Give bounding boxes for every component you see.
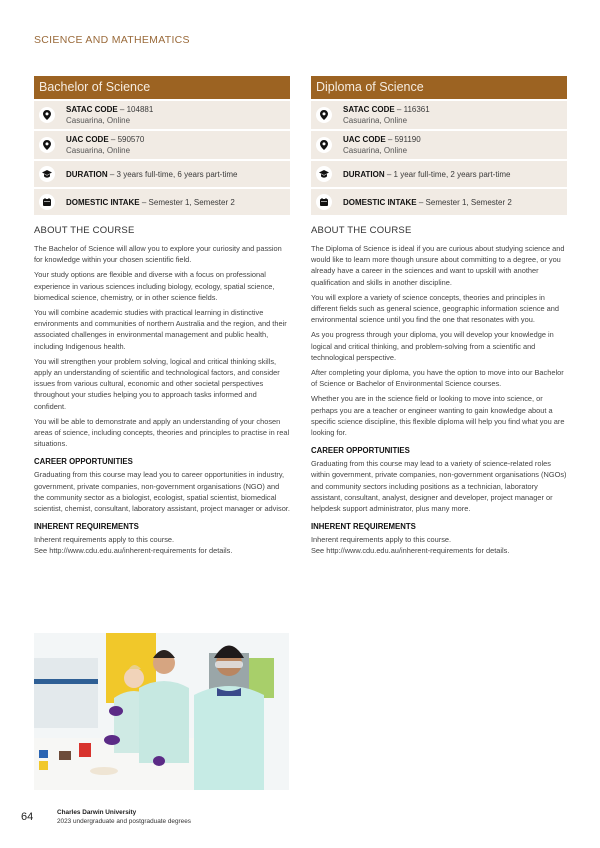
info-text: [343, 197, 512, 208]
info-value: – 3 years full-time, 6 years part-time: [107, 169, 238, 179]
info-value: – 591190: [385, 135, 421, 144]
graduation-cap-icon: [39, 166, 55, 182]
course-title: Diploma of Science: [311, 76, 567, 99]
info-label: UAC CODE: [343, 135, 386, 144]
info-campus: Casuarina, Online: [343, 146, 408, 155]
info-text: [66, 197, 235, 208]
about-paragraph: Whether you are in the science field or looking to move into science, or perhaps you are a teacher or engineer wanting to gain knowledge about a specific science discipline, this flexible diploma will help you find what you are looking for.: [311, 394, 565, 438]
info-label: SATAC CODE: [66, 105, 118, 114]
info-row-intake: [311, 189, 567, 215]
info-campus: Casuarina, Online: [343, 116, 408, 125]
requirements-heading: INHERENT REQUIREMENTS: [34, 522, 139, 532]
about-paragraph: Your study options are flexible and diverse with a focus on professional experience in various sciences including biology, ecology, spatial science, biomedical science, chemistry, or in other science fields.: [34, 270, 275, 302]
info-value: – Semester 1, Semester 2: [416, 197, 512, 207]
page-number: 64: [21, 811, 34, 823]
info-text: [66, 134, 144, 156]
course-column-diploma: [311, 76, 567, 561]
info-text: [343, 169, 510, 180]
section-title: SCIENCE AND MATHEMATICS: [34, 34, 190, 46]
calendar-icon: [316, 194, 332, 210]
about-paragraph: As you progress through your diploma, you will develop your knowledge in logical and critical thinking, and problem-solving from a scientific and technological perspective.: [311, 330, 554, 362]
info-value: – 104881: [117, 105, 154, 114]
info-text: [343, 104, 430, 126]
location-pin-icon: [316, 107, 332, 123]
info-label: DOMESTIC INTAKE: [343, 197, 417, 207]
requirements-heading: INHERENT REQUIREMENTS: [311, 522, 416, 532]
requirements-line: Inherent requirements apply to this course.: [311, 535, 452, 545]
course-column-bachelor: [34, 76, 290, 561]
requirements-line: Inherent requirements apply to this course.: [34, 535, 175, 545]
career-paragraph: Graduating from this course may lead to a variety of science-related roles within government, private companies, non-government organisations (NGOs) and community sectors including positions as a technician, laboratory assistant, consultant, analyst, designer and developer, project manager or helpdesk support administrator, plus many more.: [311, 459, 567, 514]
about-paragraph: You will combine academic studies with practical learning in distinctive environments and communities of northern Australia and the region, and their associated challenges in environmental management and public health, including Indigenous health.: [34, 308, 287, 351]
career-paragraph: Graduating from this course may lead you to career opportunities in industry, government, private companies, non-government organisations (NGO) and the community sector as a biologist, ecologist, spatial scientist, biomedical scientist, chemist, consultant, laboratory assistant, project manager or advisor.: [34, 470, 290, 514]
info-row-satac: [311, 101, 567, 129]
lab-students-photo: [34, 633, 289, 790]
about-heading: ABOUT THE COURSE: [311, 225, 412, 236]
info-label: DOMESTIC INTAKE: [66, 197, 140, 207]
info-campus: Casuarina, Online: [66, 116, 131, 125]
info-text: [66, 169, 237, 180]
calendar-icon: [39, 194, 55, 210]
info-row-duration: [311, 161, 567, 187]
info-row-uac: [311, 131, 567, 159]
about-paragraph: The Diploma of Science is ideal if you are curious about studying science and would like to learn more though unsure about committing to a degree, or you already have a career in the sciences and want to upskill with another qualification and skills in another discipline.: [311, 244, 565, 287]
footer-organization: Charles Darwin University: [57, 809, 137, 816]
info-value: – 116361: [394, 105, 430, 114]
info-label: UAC CODE: [66, 135, 109, 144]
info-row-uac: [34, 131, 290, 159]
career-heading: CAREER OPPORTUNITIES: [34, 457, 133, 467]
requirements-link[interactable]: See http://www.cdu.edu.au/inherent-requirements for details.: [311, 546, 510, 556]
info-row-satac: [34, 101, 290, 129]
info-row-intake: [34, 189, 290, 215]
about-heading: ABOUT THE COURSE: [34, 225, 135, 236]
info-text: [343, 134, 421, 156]
graduation-cap-icon: [316, 166, 332, 182]
about-paragraph: The Bachelor of Science will allow you to explore your curiosity and passion for knowledge within your chosen scientific field.: [34, 244, 282, 265]
about-paragraph: You will strengthen your problem solving, logical and critical thinking skills, apply an understanding of scientific and technological factors, and consider issues from various cultural, economic and other societal perspectives throughout your studies helping you to approach tasks informed and confident.: [34, 356, 280, 411]
info-value: – 590570: [108, 135, 145, 144]
about-paragraph: After completing your diploma, you have the option to move into our Bachelor of Science or Bachelor of Environmental Science courses.: [311, 368, 564, 389]
career-heading: CAREER OPPORTUNITIES: [311, 446, 410, 456]
info-value: – 1 year full-time, 2 years part-time: [384, 169, 511, 179]
location-pin-icon: [39, 137, 55, 153]
footer-subtitle: 2023 undergraduate and postgraduate degrees: [57, 818, 191, 825]
info-label: DURATION: [343, 169, 385, 179]
info-row-duration: [34, 161, 290, 187]
info-label: SATAC CODE: [343, 105, 395, 114]
about-paragraph: You will be able to demonstrate and apply an understanding of your chosen areas of science, including concepts, theories and principles to practise in real situations.: [34, 416, 290, 449]
requirements-link[interactable]: See http://www.cdu.edu.au/inherent-requirements for details.: [34, 546, 233, 556]
about-paragraph: You will explore a variety of science concepts, theories and principles in different fields such as general science, geographic information science and environmental science until you find the one that resonates with you.: [311, 292, 560, 325]
course-title: Bachelor of Science: [34, 76, 290, 99]
location-pin-icon: [39, 107, 55, 123]
info-text: [66, 104, 153, 126]
location-pin-icon: [316, 137, 332, 153]
info-label: DURATION: [66, 169, 108, 179]
info-campus: Casuarina, Online: [66, 146, 131, 155]
info-value: – Semester 1, Semester 2: [139, 197, 235, 207]
